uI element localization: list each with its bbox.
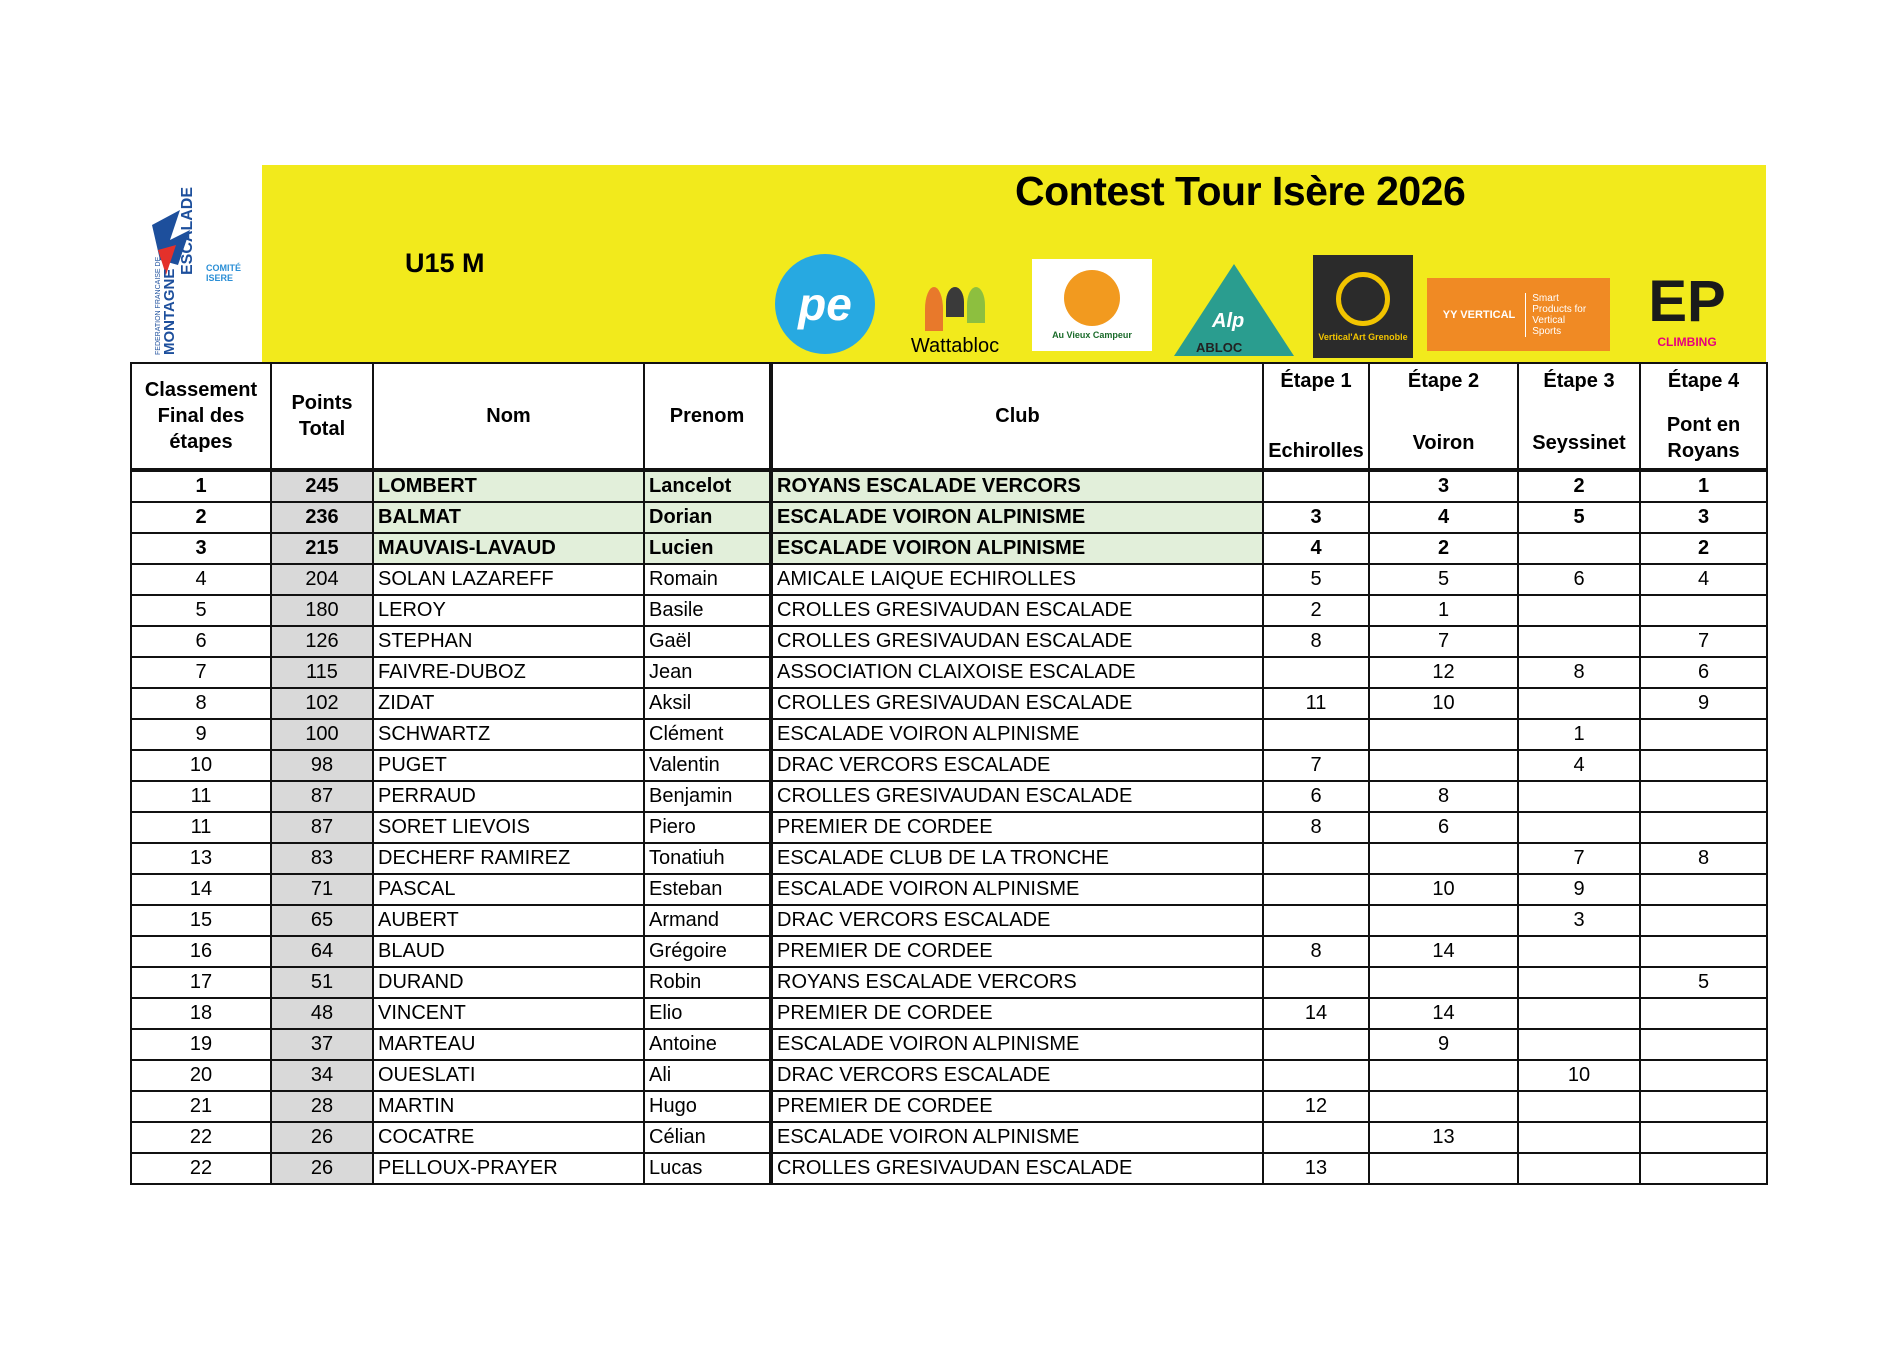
cell-club: ESCALADE CLUB DE LA TRONCHE xyxy=(771,843,1263,874)
cell-e4 xyxy=(1640,1060,1767,1091)
cell-e4: 3 xyxy=(1640,502,1767,533)
cell-e2: 12 xyxy=(1369,657,1518,688)
cell-e1: 2 xyxy=(1263,595,1369,626)
cell-nom: BALMAT xyxy=(373,502,644,533)
cell-prenom: Esteban xyxy=(644,874,771,905)
cell-e4 xyxy=(1640,595,1767,626)
cell-nom: PASCAL xyxy=(373,874,644,905)
cell-points: 34 xyxy=(271,1060,373,1091)
cell-rank: 5 xyxy=(131,595,271,626)
cell-e3 xyxy=(1518,1029,1640,1060)
table-row xyxy=(131,626,1767,657)
cell-e3 xyxy=(1518,936,1640,967)
cell-prenom: Grégoire xyxy=(644,936,771,967)
table-row xyxy=(131,812,1767,843)
cell-points: 48 xyxy=(271,998,373,1029)
cell-e3 xyxy=(1518,998,1640,1029)
cell-e3: 7 xyxy=(1518,843,1640,874)
cell-points: 64 xyxy=(271,936,373,967)
cell-club: ESCALADE VOIRON ALPINISME xyxy=(771,1122,1263,1153)
cell-e1: 7 xyxy=(1263,750,1369,781)
cell-points: 83 xyxy=(271,843,373,874)
cell-rank: 13 xyxy=(131,843,271,874)
cell-club: AMICALE LAIQUE ECHIROLLES xyxy=(771,564,1263,595)
cell-nom: STEPHAN xyxy=(373,626,644,657)
cell-e1: 6 xyxy=(1263,781,1369,812)
cell-points: 204 xyxy=(271,564,373,595)
cell-nom: PELLOUX-PRAYER xyxy=(373,1153,644,1184)
cell-nom: MARTIN xyxy=(373,1091,644,1122)
cell-nom: MARTEAU xyxy=(373,1029,644,1060)
svg-text:COMITÉ: COMITÉ xyxy=(206,263,241,273)
cell-prenom: Basile xyxy=(644,595,771,626)
cell-e3: 6 xyxy=(1518,564,1640,595)
cell-e3: 10 xyxy=(1518,1060,1640,1091)
table-row xyxy=(131,719,1767,750)
cell-rank: 2 xyxy=(131,502,271,533)
cell-e1: 11 xyxy=(1263,688,1369,719)
cell-e4: 8 xyxy=(1640,843,1767,874)
cell-e2: 10 xyxy=(1369,688,1518,719)
cell-e4: 1 xyxy=(1640,470,1767,502)
table-row xyxy=(131,905,1767,936)
cell-prenom: Piero xyxy=(644,812,771,843)
cell-e2: 8 xyxy=(1369,781,1518,812)
cell-e1: 12 xyxy=(1263,1091,1369,1122)
cell-nom: AUBERT xyxy=(373,905,644,936)
cell-points: 100 xyxy=(271,719,373,750)
cell-club: DRAC VERCORS ESCALADE xyxy=(771,1060,1263,1091)
col-etape-4: Étape 4 Pont en Royans xyxy=(1640,363,1767,470)
cell-e3 xyxy=(1518,533,1640,564)
cell-points: 71 xyxy=(271,874,373,905)
col-etape-1: Étape 1 Echirolles xyxy=(1263,363,1369,470)
cell-prenom: Célian xyxy=(644,1122,771,1153)
cell-rank: 9 xyxy=(131,719,271,750)
cell-e4 xyxy=(1640,1122,1767,1153)
cell-club: PREMIER DE CORDEE xyxy=(771,936,1263,967)
table-row xyxy=(131,843,1767,874)
cell-points: 28 xyxy=(271,1091,373,1122)
sponsor-logo-au-vieux-campeur: Au Vieux Campeur xyxy=(1032,259,1152,351)
cell-club: CROLLES GRESIVAUDAN ESCALADE xyxy=(771,595,1263,626)
cell-points: 180 xyxy=(271,595,373,626)
cell-e1 xyxy=(1263,843,1369,874)
table-row xyxy=(131,688,1767,719)
col-points: Points Total xyxy=(271,363,373,470)
cell-club: PREMIER DE CORDEE xyxy=(771,1091,1263,1122)
cell-e1 xyxy=(1263,1029,1369,1060)
cell-nom: SOLAN LAZAREFF xyxy=(373,564,644,595)
cell-club: ESCALADE VOIRON ALPINISME xyxy=(771,874,1263,905)
cell-club: CROLLES GRESIVAUDAN ESCALADE xyxy=(771,626,1263,657)
cell-e1: 8 xyxy=(1263,812,1369,843)
cell-e1: 8 xyxy=(1263,936,1369,967)
cell-rank: 11 xyxy=(131,781,271,812)
cell-e2 xyxy=(1369,905,1518,936)
cell-rank: 16 xyxy=(131,936,271,967)
cell-e4 xyxy=(1640,719,1767,750)
cell-e2: 9 xyxy=(1369,1029,1518,1060)
cell-e2: 7 xyxy=(1369,626,1518,657)
cell-e3 xyxy=(1518,781,1640,812)
cell-prenom: Antoine xyxy=(644,1029,771,1060)
cell-points: 126 xyxy=(271,626,373,657)
cell-e3 xyxy=(1518,1091,1640,1122)
cell-e3 xyxy=(1518,595,1640,626)
cell-e2: 14 xyxy=(1369,998,1518,1029)
cell-nom: COCATRE xyxy=(373,1122,644,1153)
cell-e2: 4 xyxy=(1369,502,1518,533)
svg-text:ESCALADE: ESCALADE xyxy=(179,186,196,275)
cell-points: 65 xyxy=(271,905,373,936)
cell-e2 xyxy=(1369,967,1518,998)
cell-prenom: Hugo xyxy=(644,1091,771,1122)
cell-prenom: Benjamin xyxy=(644,781,771,812)
cell-rank: 22 xyxy=(131,1122,271,1153)
cell-rank: 11 xyxy=(131,812,271,843)
col-rank: Classement Final des étapes xyxy=(131,363,271,470)
col-nom: Nom xyxy=(373,363,644,470)
col-club: Club xyxy=(771,363,1263,470)
cell-e3: 5 xyxy=(1518,502,1640,533)
cell-prenom: Ali xyxy=(644,1060,771,1091)
cell-nom: DURAND xyxy=(373,967,644,998)
cell-e4: 5 xyxy=(1640,967,1767,998)
cell-rank: 21 xyxy=(131,1091,271,1122)
cell-prenom: Aksil xyxy=(644,688,771,719)
table-row xyxy=(131,874,1767,905)
cell-e3: 2 xyxy=(1518,470,1640,502)
cell-rank: 8 xyxy=(131,688,271,719)
cell-e3 xyxy=(1518,1153,1640,1184)
cell-club: ESCALADE VOIRON ALPINISME xyxy=(771,502,1263,533)
cell-e4 xyxy=(1640,781,1767,812)
cell-rank: 18 xyxy=(131,998,271,1029)
cell-e2 xyxy=(1369,1153,1518,1184)
cell-e4: 9 xyxy=(1640,688,1767,719)
cell-points: 98 xyxy=(271,750,373,781)
cell-prenom: Armand xyxy=(644,905,771,936)
cell-rank: 22 xyxy=(131,1153,271,1184)
cell-club: ASSOCIATION CLAIXOISE ESCALADE xyxy=(771,657,1263,688)
table-row xyxy=(131,750,1767,781)
cell-points: 215 xyxy=(271,533,373,564)
cell-nom: ZIDAT xyxy=(373,688,644,719)
sponsor-logo-wattabloc: Wattabloc xyxy=(895,270,1015,358)
cell-points: 26 xyxy=(271,1122,373,1153)
cell-points: 245 xyxy=(271,470,373,502)
svg-text:MONTAGNE: MONTAGNE xyxy=(161,268,178,355)
cell-e4: 4 xyxy=(1640,564,1767,595)
cell-e2: 5 xyxy=(1369,564,1518,595)
sponsor-logo-yy-vertical: YY VERTICAL Smart Products for Vertical Sports xyxy=(1427,278,1610,351)
cell-e2: 14 xyxy=(1369,936,1518,967)
cell-prenom: Jean xyxy=(644,657,771,688)
cell-e1 xyxy=(1263,719,1369,750)
cell-nom: SORET LIEVOIS xyxy=(373,812,644,843)
cell-e1: 5 xyxy=(1263,564,1369,595)
sponsor-logo-verticalart: Vertical'Art Grenoble xyxy=(1313,255,1413,358)
cell-e3: 3 xyxy=(1518,905,1640,936)
cell-rank: 1 xyxy=(131,470,271,502)
cell-prenom: Tonatiuh xyxy=(644,843,771,874)
cell-e1 xyxy=(1263,905,1369,936)
cell-rank: 6 xyxy=(131,626,271,657)
cell-e2: 6 xyxy=(1369,812,1518,843)
cell-e2 xyxy=(1369,719,1518,750)
table-row xyxy=(131,595,1767,626)
cell-e4 xyxy=(1640,1091,1767,1122)
cell-prenom: Lucien xyxy=(644,533,771,564)
cell-nom: LEROY xyxy=(373,595,644,626)
cell-e3 xyxy=(1518,688,1640,719)
sponsor-logo-ep-climbing: EP CLIMBING xyxy=(1648,268,1726,349)
cell-points: 102 xyxy=(271,688,373,719)
cell-nom: BLAUD xyxy=(373,936,644,967)
cell-e1 xyxy=(1263,657,1369,688)
table-row xyxy=(131,967,1767,998)
cell-rank: 3 xyxy=(131,533,271,564)
cell-club: PREMIER DE CORDEE xyxy=(771,998,1263,1029)
cell-club: CROLLES GRESIVAUDAN ESCALADE xyxy=(771,1153,1263,1184)
cell-rank: 4 xyxy=(131,564,271,595)
cell-points: 26 xyxy=(271,1153,373,1184)
results-table xyxy=(130,362,1768,1185)
cell-e1: 14 xyxy=(1263,998,1369,1029)
table-row xyxy=(131,781,1767,812)
table-row xyxy=(131,470,1767,502)
cell-rank: 20 xyxy=(131,1060,271,1091)
col-etape-3: Étape 3 Seyssinet xyxy=(1518,363,1640,470)
cell-e1 xyxy=(1263,1060,1369,1091)
cell-prenom: Gaël xyxy=(644,626,771,657)
cell-e4 xyxy=(1640,1153,1767,1184)
cell-points: 236 xyxy=(271,502,373,533)
table-row xyxy=(131,1153,1767,1184)
cell-e1 xyxy=(1263,1122,1369,1153)
cell-prenom: Lucas xyxy=(644,1153,771,1184)
table-row xyxy=(131,1122,1767,1153)
cell-e4 xyxy=(1640,1029,1767,1060)
page-title: Contest Tour Isère 2026 xyxy=(1015,168,1466,214)
cell-e3: 9 xyxy=(1518,874,1640,905)
table-row xyxy=(131,936,1767,967)
cell-points: 87 xyxy=(271,812,373,843)
cell-e2 xyxy=(1369,750,1518,781)
table-row xyxy=(131,1029,1767,1060)
cell-prenom: Valentin xyxy=(644,750,771,781)
cell-e1: 4 xyxy=(1263,533,1369,564)
svg-text:ISERE: ISERE xyxy=(206,273,234,283)
cell-e4: 2 xyxy=(1640,533,1767,564)
cell-club: ESCALADE VOIRON ALPINISME xyxy=(771,533,1263,564)
cell-e4 xyxy=(1640,874,1767,905)
cell-nom: OUESLATI xyxy=(373,1060,644,1091)
cell-e2: 1 xyxy=(1369,595,1518,626)
sponsor-logo-alp-abloc xyxy=(1172,262,1297,358)
cell-prenom: Elio xyxy=(644,998,771,1029)
cell-e2 xyxy=(1369,843,1518,874)
cell-e1 xyxy=(1263,874,1369,905)
cell-points: 115 xyxy=(271,657,373,688)
cell-club: ESCALADE VOIRON ALPINISME xyxy=(771,1029,1263,1060)
cell-e4 xyxy=(1640,750,1767,781)
table-row xyxy=(131,998,1767,1029)
cell-e3: 1 xyxy=(1518,719,1640,750)
table-row xyxy=(131,1091,1767,1122)
cell-e3 xyxy=(1518,1122,1640,1153)
cell-e4 xyxy=(1640,905,1767,936)
svg-text:ABLOC: ABLOC xyxy=(1196,340,1243,355)
cell-rank: 15 xyxy=(131,905,271,936)
cell-rank: 17 xyxy=(131,967,271,998)
cell-club: ESCALADE VOIRON ALPINISME xyxy=(771,719,1263,750)
cell-club: DRAC VERCORS ESCALADE xyxy=(771,905,1263,936)
cell-e4: 6 xyxy=(1640,657,1767,688)
cell-e2: 3 xyxy=(1369,470,1518,502)
cell-e2: 13 xyxy=(1369,1122,1518,1153)
cell-nom: LOMBERT xyxy=(373,470,644,502)
cell-e4 xyxy=(1640,998,1767,1029)
cell-e2: 10 xyxy=(1369,874,1518,905)
cell-e1: 13 xyxy=(1263,1153,1369,1184)
cell-rank: 14 xyxy=(131,874,271,905)
cell-club: PREMIER DE CORDEE xyxy=(771,812,1263,843)
cell-nom: PERRAUD xyxy=(373,781,644,812)
cell-club: ROYANS ESCALADE VERCORS xyxy=(771,967,1263,998)
cell-e3 xyxy=(1518,626,1640,657)
cell-e1 xyxy=(1263,967,1369,998)
cell-e3: 4 xyxy=(1518,750,1640,781)
cell-nom: DECHERF RAMIREZ xyxy=(373,843,644,874)
cell-prenom: Lancelot xyxy=(644,470,771,502)
cell-nom: FAIVRE-DUBOZ xyxy=(373,657,644,688)
cell-points: 37 xyxy=(271,1029,373,1060)
table-row xyxy=(131,1060,1767,1091)
cell-e4 xyxy=(1640,812,1767,843)
table-row xyxy=(131,564,1767,595)
cell-rank: 10 xyxy=(131,750,271,781)
cell-e2 xyxy=(1369,1060,1518,1091)
col-etape-2: Étape 2 Voiron xyxy=(1369,363,1518,470)
svg-text:Alp: Alp xyxy=(1212,310,1245,332)
cell-rank: 19 xyxy=(131,1029,271,1060)
cell-e2: 2 xyxy=(1369,533,1518,564)
cell-nom: SCHWARTZ xyxy=(373,719,644,750)
cell-nom: VINCENT xyxy=(373,998,644,1029)
cell-e1: 8 xyxy=(1263,626,1369,657)
cell-club: CROLLES GRESIVAUDAN ESCALADE xyxy=(771,688,1263,719)
cell-nom: MAUVAIS-LAVAUD xyxy=(373,533,644,564)
col-prenom: Prenom xyxy=(644,363,771,470)
cell-rank: 7 xyxy=(131,657,271,688)
cell-e1: 3 xyxy=(1263,502,1369,533)
cell-e3 xyxy=(1518,967,1640,998)
table-row xyxy=(131,657,1767,688)
cell-prenom: Clément xyxy=(644,719,771,750)
cell-e2 xyxy=(1369,1091,1518,1122)
cell-e3: 8 xyxy=(1518,657,1640,688)
table-row xyxy=(131,502,1767,533)
cell-e3 xyxy=(1518,812,1640,843)
sponsor-logo-pe: pe xyxy=(775,254,875,354)
cell-e4: 7 xyxy=(1640,626,1767,657)
cell-nom: PUGET xyxy=(373,750,644,781)
cell-prenom: Dorian xyxy=(644,502,771,533)
svg-text:FEDERATION FRANCAISE DE: FEDERATION FRANCAISE DE xyxy=(155,256,162,355)
cell-points: 87 xyxy=(271,781,373,812)
cell-prenom: Robin xyxy=(644,967,771,998)
cell-prenom: Romain xyxy=(644,564,771,595)
category-label: U15 M xyxy=(405,248,485,278)
cell-club: DRAC VERCORS ESCALADE xyxy=(771,750,1263,781)
cell-club: CROLLES GRESIVAUDAN ESCALADE xyxy=(771,781,1263,812)
cell-e1 xyxy=(1263,470,1369,502)
cell-e4 xyxy=(1640,936,1767,967)
table-row xyxy=(131,533,1767,564)
cell-points: 51 xyxy=(271,967,373,998)
ffme-logo xyxy=(140,165,255,360)
cell-club: ROYANS ESCALADE VERCORS xyxy=(771,470,1263,502)
